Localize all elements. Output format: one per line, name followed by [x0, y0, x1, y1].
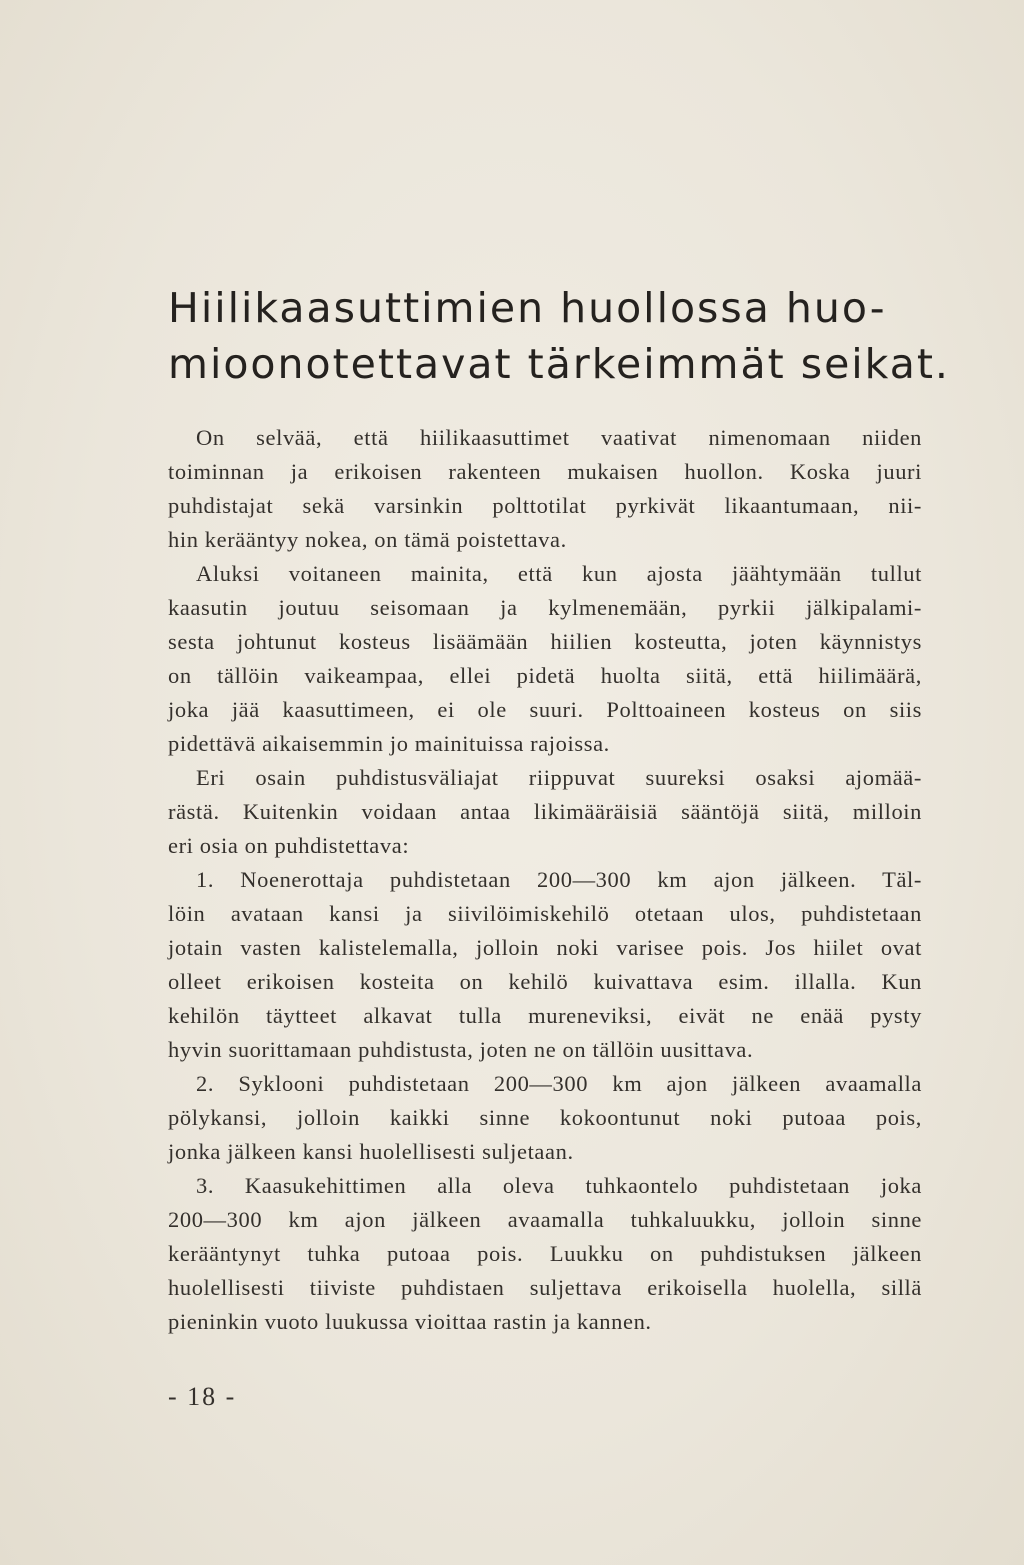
title-line-1: Hiilikaasuttimien huollossa huo- — [168, 284, 887, 332]
text-line: hin kerääntyy nokea, on tämä poistettava. — [168, 527, 567, 552]
text-line: puhdistajat sekä varsinkin polttotilat pyrkivät likaantumaan, nii- — [168, 493, 922, 518]
text-line: Eri osain puhdistusväliajat riippuvat suureksi osaksi ajomää- — [196, 765, 922, 790]
text-line: rästä. Kuitenkin voidaan antaa likimääräisiä sääntöjä siitä, milloin — [168, 799, 922, 824]
text-line: joka jää kaasuttimeen, ei ole suuri. Polttoaineen kosteus on siis — [168, 697, 922, 722]
text-line: 1. Noenerottaja puhdistetaan 200—300 km ajon jälkeen. Täl- — [196, 867, 922, 892]
text-line: huolellisesti tiiviste puhdistaen suljettava erikoisella huolella, sillä — [168, 1275, 922, 1300]
text-line: on tällöin vaikeampaa, ellei pidetä huolta siitä, että hiilimäärä, — [168, 663, 922, 688]
paragraph — [168, 863, 922, 1067]
text-line: 200—300 km ajon jälkeen avaamalla tuhkaluukku, jolloin sinne — [168, 1207, 922, 1232]
text-line: kehilön täytteet alkavat tulla mureneviksi, eivät ne enää pysty — [168, 1003, 922, 1028]
text-line: eri osia on puhdistettava: — [168, 833, 410, 858]
text-line: 2. Syklooni puhdistetaan 200—300 km ajon jälkeen avaamalla — [196, 1071, 922, 1096]
text-line: olleet erikoisen kosteita on kehilö kuivattava esim. illalla. Kun — [168, 969, 922, 994]
text-line: On selvää, että hiilikaasuttimet vaativat nimenomaan niiden — [196, 425, 922, 450]
text-line: kerääntynyt tuhka putoaa pois. Luukku on puhdistuksen jälkeen — [168, 1241, 922, 1266]
paragraph — [168, 421, 922, 557]
paragraph — [168, 1067, 922, 1169]
text-line: sesta johtunut kosteus lisäämään hiilien kosteutta, joten käynnistys — [168, 629, 922, 654]
text-line: pölykansi, jolloin kaikki sinne kokoontunut noki putoaa pois, — [168, 1105, 922, 1130]
text-line: kaasutin joutuu seisomaan ja kylmenemään, pyrkii jälkipalami- — [168, 595, 922, 620]
paragraph — [168, 761, 922, 863]
page-number: - 18 - — [168, 1382, 237, 1411]
text-line: toiminnan ja erikoisen rakenteen mukaisen huollon. Koska juuri — [168, 459, 922, 484]
paragraph — [168, 557, 922, 761]
text-line: löin avataan kansi ja siivilöimiskehilö otetaan ulos, puhdistetaan — [168, 901, 922, 926]
body-text — [168, 421, 922, 1339]
text-line: pidettävä aikaisemmin jo mainituissa rajoissa. — [168, 731, 610, 756]
title-line-2: mioonotettavat tärkeimmät seikat. — [168, 340, 950, 388]
text-line: pieninkin vuoto luukussa vioittaa rastin ja kannen. — [168, 1309, 652, 1334]
text-line: Aluksi voitaneen mainita, että kun ajosta jäähtymään tullut — [196, 561, 922, 586]
text-line: 3. Kaasukehittimen alla oleva tuhkaontelo puhdistetaan joka — [196, 1173, 922, 1198]
page-title — [168, 280, 950, 392]
paragraph — [168, 1169, 922, 1339]
text-line: jotain vasten kalistelemalla, jolloin noki varisee pois. Jos hiilet ovat — [168, 935, 922, 960]
text-line: jonka jälkeen kansi huolellisesti suljetaan. — [168, 1139, 574, 1164]
text-line: hyvin suorittamaan puhdistusta, joten ne on tällöin uusittava. — [168, 1037, 754, 1062]
